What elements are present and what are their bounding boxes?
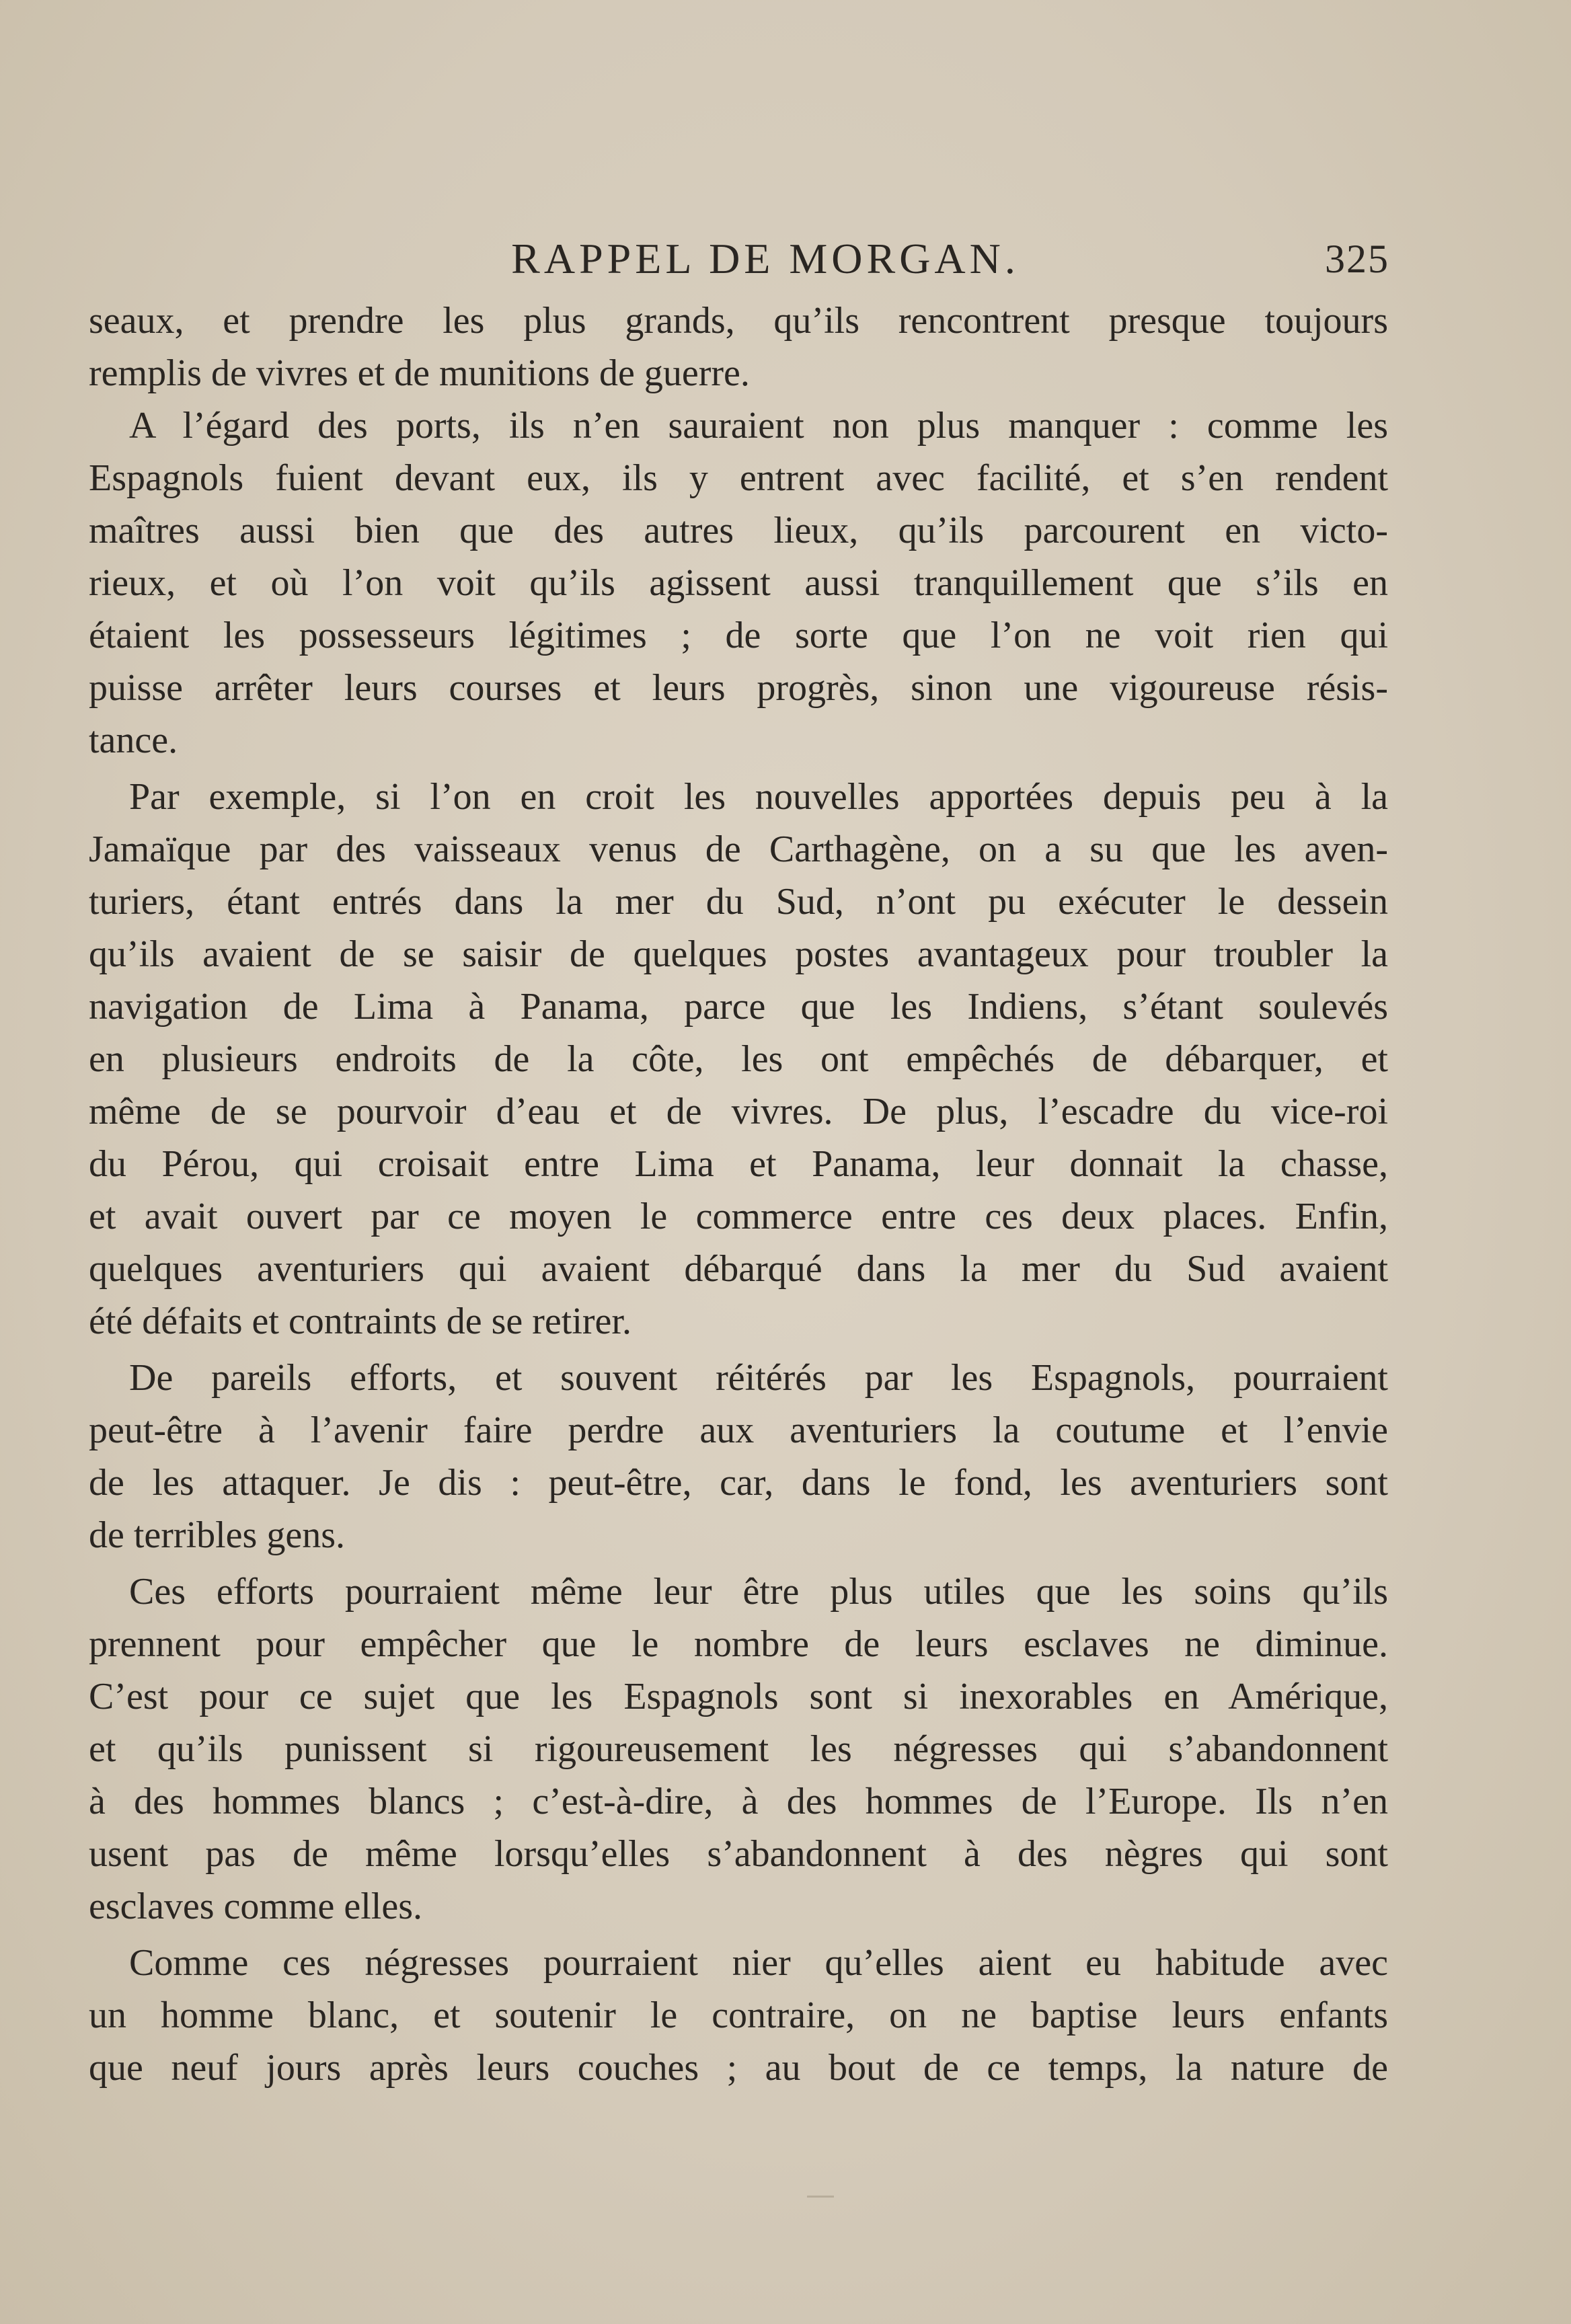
running-title: RAPPEL DE MORGAN. (511, 235, 1020, 282)
text-line: étaient les possesseurs légitimes ; de sorte que l’on ne voit rien qui (89, 615, 1388, 656)
paragraph (89, 399, 1388, 767)
text-line: de les attaquer. Je dis : peut-être, car, dans le fond, les aventuriers sont (89, 1462, 1388, 1504)
text-line: tance. (89, 720, 178, 761)
text-line: puisse arrêter leurs courses et leurs progrès, sinon une vigoureuse résis- (89, 667, 1388, 709)
text-line: à des hommes blancs ; c’est-à-dire, à des hommes de l’Europe. Ils n’en (89, 1781, 1388, 1822)
body-text (89, 295, 1388, 2094)
text-line: que neuf jours après leurs couches ; au bout de ce temps, la nature de (89, 2047, 1388, 2089)
text-line: esclaves comme elles. (89, 1886, 423, 1927)
text-line: C’est pour ce sujet que les Espagnols sont si inexorables en Amérique, (89, 1676, 1388, 1717)
text-line: seaux, et prendre les plus grands, qu’ils rencontrent presque toujours (89, 300, 1388, 342)
running-head (87, 229, 1389, 289)
text-line: Comme ces négresses pourraient nier qu’elles aient eu habitude avec (129, 1942, 1388, 1984)
page-number: 325 (1325, 237, 1389, 281)
text-line: Espagnols fuient devant eux, ils y entrent avec facilité, et s’en rendent (89, 457, 1388, 499)
text-line: maîtres aussi bien que des autres lieux, qu’ils parcourent en victo- (89, 510, 1388, 551)
text-line: qu’ils avaient de se saisir de quelques postes avantageux pour troubler la (89, 933, 1388, 975)
text-line: usent pas de même lorsqu’elles s’abandonnent à des nègres qui sont (89, 1833, 1388, 1875)
text-line: De pareils efforts, et souvent réitérés par les Espagnols, pourraient (129, 1357, 1388, 1399)
text-line: remplis de vivres et de munitions de guerre. (89, 352, 750, 394)
text-line: rieux, et où l’on voit qu’ils agissent aussi tranquillement que s’ils en (89, 562, 1388, 604)
text-line: un homme blanc, et soutenir le contraire, on ne baptise leurs enfants (89, 1994, 1388, 2036)
text-line: et avait ouvert par ce moyen le commerce entre ces deux places. Enfin, (89, 1196, 1388, 1237)
text-line: navigation de Lima à Panama, parce que les Indiens, s’étant soulevés (89, 986, 1388, 1028)
paragraph (89, 295, 1388, 399)
paragraph (89, 1565, 1388, 1933)
text-line: et qu’ils punissent si rigoureusement les négresses qui s’abandonnent (89, 1728, 1388, 1770)
text-line: peut-être à l’avenir faire perdre aux aventuriers la coutume et l’envie (89, 1409, 1388, 1451)
text-line: prennent pour empêcher que le nombre de leurs esclaves ne diminue. (89, 1623, 1388, 1665)
text-line: en plusieurs endroits de la côte, les ont empêchés de débarquer, et (89, 1038, 1388, 1080)
text-line: Par exemple, si l’on en croit les nouvelles apportées depuis peu à la (129, 776, 1388, 818)
text-line: Jamaïque par des vaisseaux venus de Carthagène, on a su que les aven- (89, 828, 1388, 870)
text-line: du Pérou, qui croisait entre Lima et Panama, leur donnait la chasse, (89, 1143, 1388, 1185)
paragraph (89, 1937, 1388, 2094)
text-line: de terribles gens. (89, 1514, 345, 1556)
text-line: quelques aventuriers qui avaient débarqué dans la mer du Sud avaient (89, 1248, 1388, 1290)
paragraph (89, 1352, 1388, 1561)
text-line: Ces efforts pourraient même leur être plus utiles que les soins qu’ils (129, 1571, 1388, 1613)
text-line: même de se pourvoir d’eau et de vivres. De plus, l’escadre du vice-roi (89, 1091, 1388, 1132)
page-smudge (807, 2196, 834, 2198)
text-line: A l’égard des ports, ils n’en sauraient non plus manquer : comme les (129, 405, 1388, 447)
paragraph (89, 771, 1388, 1348)
text-line: été défaits et contraints de se retirer. (89, 1301, 631, 1342)
text-line: turiers, étant entrés dans la mer du Sud, n’ont pu exécuter le dessein (89, 881, 1388, 923)
